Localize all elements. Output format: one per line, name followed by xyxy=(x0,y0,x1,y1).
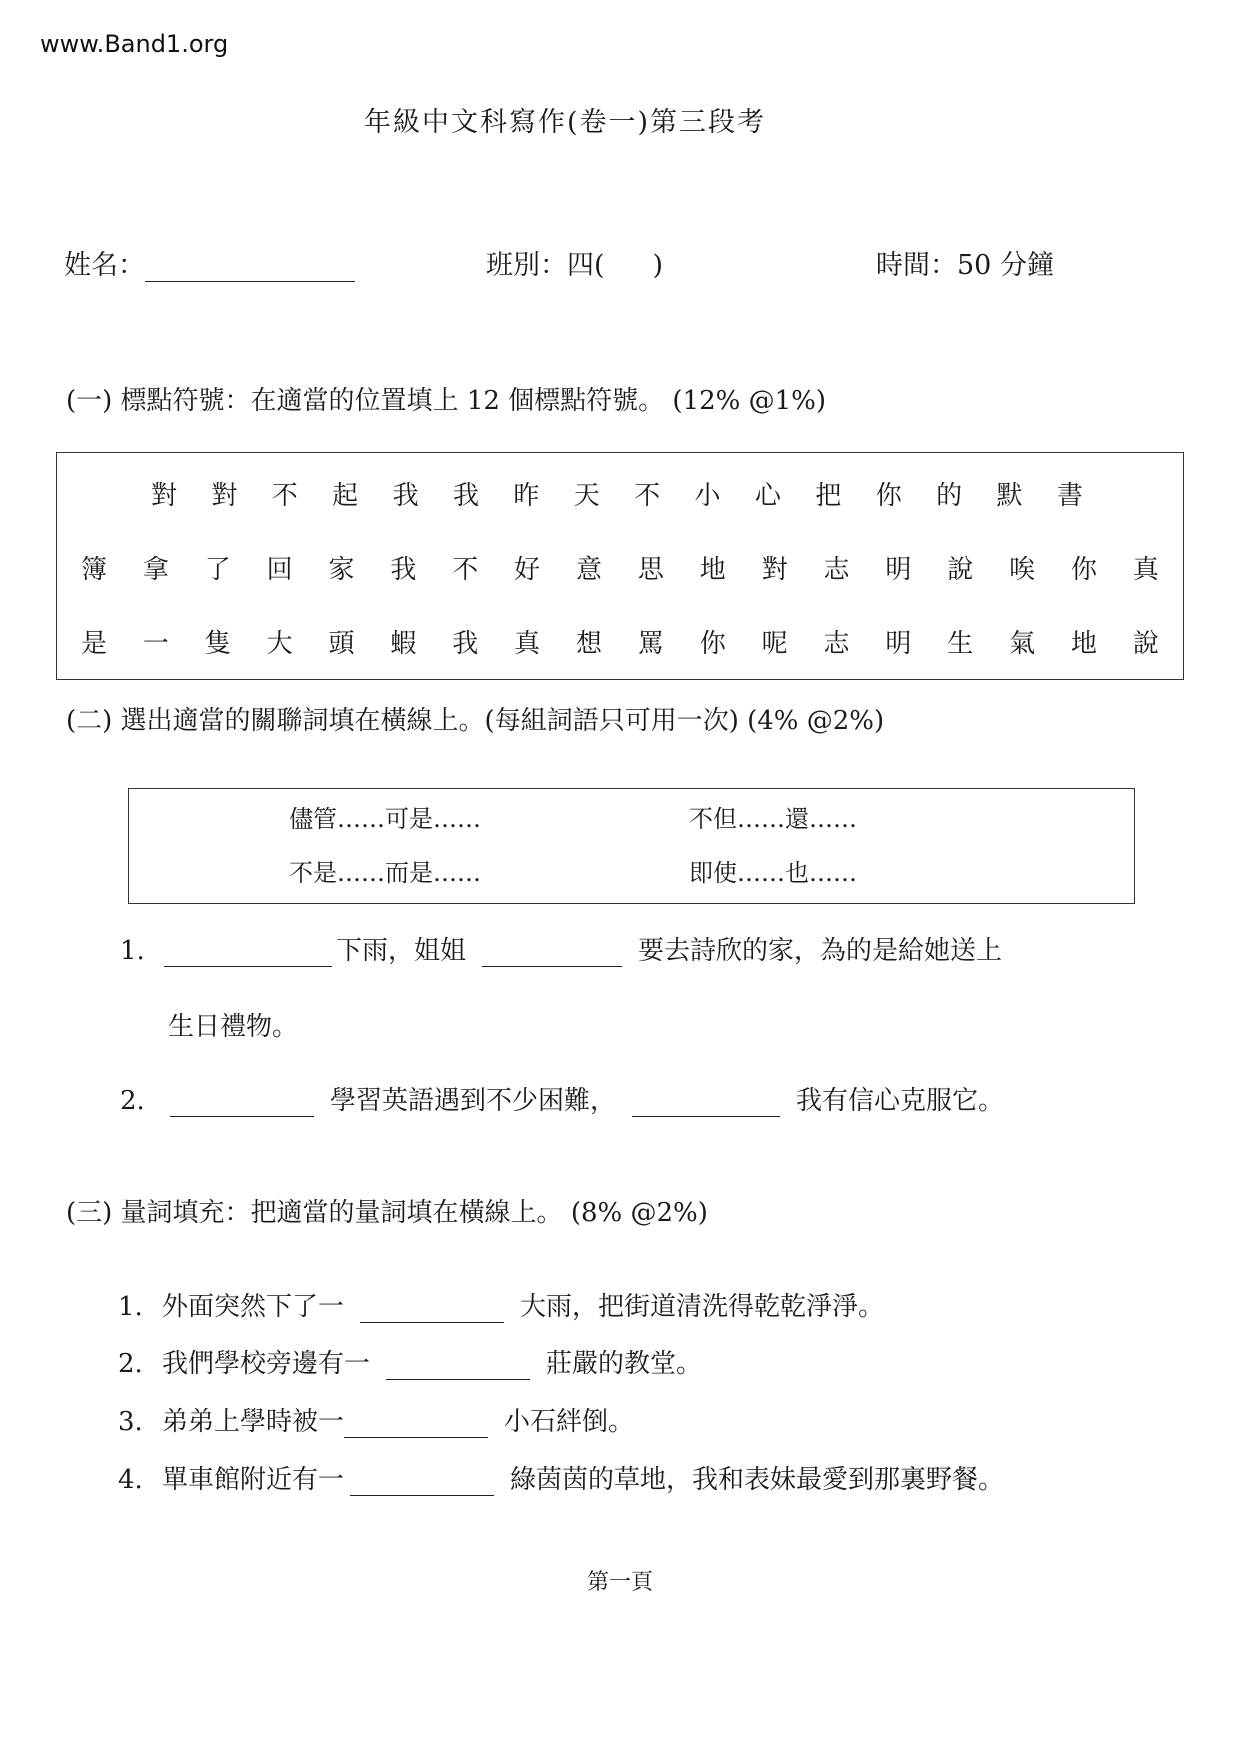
question-text: 學習英語遇到不少困難， xyxy=(330,1086,617,1116)
passage-char: 生 xyxy=(947,629,974,659)
answer-blank[interactable] xyxy=(632,1092,780,1117)
passage-char: 我 xyxy=(452,629,479,659)
passage-char: 天 xyxy=(573,481,600,511)
question-text: 小石絆倒。 xyxy=(504,1407,635,1437)
class-label: 班別：四( xyxy=(486,250,605,281)
passage-char: 把 xyxy=(815,481,842,511)
passage-char: 我 xyxy=(390,555,417,585)
passage-char: 心 xyxy=(754,481,781,511)
passage-char: 呢 xyxy=(761,629,788,659)
measure-word-question-4 xyxy=(118,1459,1004,1496)
passage-char: 不 xyxy=(271,481,298,511)
passage-char: 是 xyxy=(81,629,108,659)
answer-blank[interactable] xyxy=(350,1471,494,1496)
passage-char: 說 xyxy=(947,555,974,585)
answer-blank[interactable] xyxy=(386,1355,530,1380)
option-3: 不是……而是…… xyxy=(289,859,481,887)
passage-char: 一 xyxy=(142,629,169,659)
passage-char: 隻 xyxy=(204,629,231,659)
measure-word-question-1 xyxy=(118,1286,884,1323)
answer-blank[interactable] xyxy=(164,942,332,967)
passage-char: 回 xyxy=(266,555,293,585)
answer-blank[interactable] xyxy=(360,1298,504,1323)
question-text: 單車館附近有一 xyxy=(162,1465,345,1495)
section1-heading: (一) 標點符號：在適當的位置填上 12 個標點符號。 (12% @1%) xyxy=(66,386,827,416)
name-blank[interactable] xyxy=(145,255,355,282)
option-4: 即使……也…… xyxy=(689,859,857,887)
question-number: 2. xyxy=(120,1086,145,1116)
passage-char: 你 xyxy=(1071,555,1098,585)
passage-char: 頭 xyxy=(328,629,355,659)
passage-char: 蝦 xyxy=(390,629,417,659)
punctuation-row-2 xyxy=(81,549,1159,586)
question-text: 外面突然下了一 xyxy=(162,1292,345,1322)
question-number: 2. xyxy=(118,1349,143,1379)
passage-char: 對 xyxy=(761,555,788,585)
name-field xyxy=(64,243,355,282)
passage-char: 拿 xyxy=(142,555,169,585)
passage-char: 想 xyxy=(576,629,603,659)
passage-char: 了 xyxy=(204,555,231,585)
question-text: 我們學校旁邊有一 xyxy=(162,1349,371,1379)
passage-char: 簿 xyxy=(81,555,108,585)
punctuation-box xyxy=(56,452,1184,680)
passage-char: 我 xyxy=(452,481,479,511)
question-text: 綠茵茵的草地，我和表妹最愛到那裏野餐。 xyxy=(510,1465,1005,1495)
passage-char: 意 xyxy=(576,555,603,585)
passage-char: 不 xyxy=(452,555,479,585)
passage-char: 志 xyxy=(823,555,850,585)
passage-char: 對 xyxy=(151,481,178,511)
question-text: 我有信心克服它。 xyxy=(796,1086,1005,1116)
conjunction-question-2 xyxy=(120,1080,1004,1117)
question-text: 要去詩欣的家，為的是給她送上 xyxy=(638,936,1003,966)
page-number: 第一頁 xyxy=(586,1570,653,1595)
passage-char: 小 xyxy=(694,481,721,511)
passage-char: 唉 xyxy=(1009,555,1036,585)
site-url: www.Band1.org xyxy=(40,30,229,58)
passage-char: 你 xyxy=(875,481,902,511)
passage-char: 明 xyxy=(885,629,912,659)
passage-char: 地 xyxy=(1071,629,1098,659)
passage-char: 默 xyxy=(996,481,1023,511)
option-2: 不但……還…… xyxy=(689,805,857,833)
passage-char: 明 xyxy=(885,555,912,585)
passage-char: 說 xyxy=(1132,629,1159,659)
passage-char: 昨 xyxy=(513,481,540,511)
question-text: 莊嚴的教堂。 xyxy=(546,1349,703,1379)
conjunction-question-1 xyxy=(120,930,1002,967)
question-text: 下雨，姐姐 xyxy=(336,936,467,966)
question-text: 大雨，把街道清洗得乾乾淨淨。 xyxy=(520,1292,885,1322)
passage-char: 的 xyxy=(936,481,963,511)
option-1: 儘管……可是…… xyxy=(289,805,481,833)
passage-char: 真 xyxy=(514,629,541,659)
passage-char: 不 xyxy=(634,481,661,511)
passage-char: 志 xyxy=(823,629,850,659)
answer-blank[interactable] xyxy=(344,1413,488,1438)
passage-char: 思 xyxy=(637,555,664,585)
question-number: 4. xyxy=(118,1465,143,1495)
question-number: 1. xyxy=(118,1292,143,1322)
passage-char: 好 xyxy=(514,555,541,585)
passage-char: 我 xyxy=(392,481,419,511)
answer-blank[interactable] xyxy=(170,1092,314,1117)
conjunction-options-box xyxy=(128,788,1135,904)
class-field xyxy=(486,243,663,282)
time-label: 時間：50 分鐘 xyxy=(876,250,1054,281)
passage-char: 罵 xyxy=(637,629,664,659)
measure-word-question-3 xyxy=(118,1401,634,1438)
passage-char: 家 xyxy=(328,555,355,585)
conjunction-question-1-cont: 生日禮物。 xyxy=(168,1012,299,1042)
passage-char: 起 xyxy=(332,481,359,511)
question-number: 3. xyxy=(118,1407,143,1437)
section3-heading: (三) 量詞填充：把適當的量詞填在橫線上。 (8% @2%) xyxy=(66,1198,708,1228)
punctuation-row-1 xyxy=(151,475,1083,512)
page-title: 年級中文科寫作(卷一)第三段考 xyxy=(363,107,767,138)
passage-char: 書 xyxy=(1056,481,1083,511)
passage-char: 你 xyxy=(699,629,726,659)
question-text: 弟弟上學時被一 xyxy=(162,1407,345,1437)
passage-char: 地 xyxy=(699,555,726,585)
passage-char: 真 xyxy=(1132,555,1159,585)
punctuation-row-3 xyxy=(81,623,1159,660)
passage-char: 大 xyxy=(266,629,293,659)
answer-blank[interactable] xyxy=(482,942,622,967)
measure-word-question-2 xyxy=(118,1343,702,1380)
section2-heading: (二) 選出適當的關聯詞填在橫線上。(每組詞語只可用一次) (4% @2%) xyxy=(66,706,885,736)
passage-char: 氣 xyxy=(1009,629,1036,659)
class-close: ) xyxy=(652,250,664,281)
name-label: 姓名： xyxy=(64,250,145,281)
question-number: 1. xyxy=(120,936,145,966)
passage-char: 對 xyxy=(211,481,238,511)
